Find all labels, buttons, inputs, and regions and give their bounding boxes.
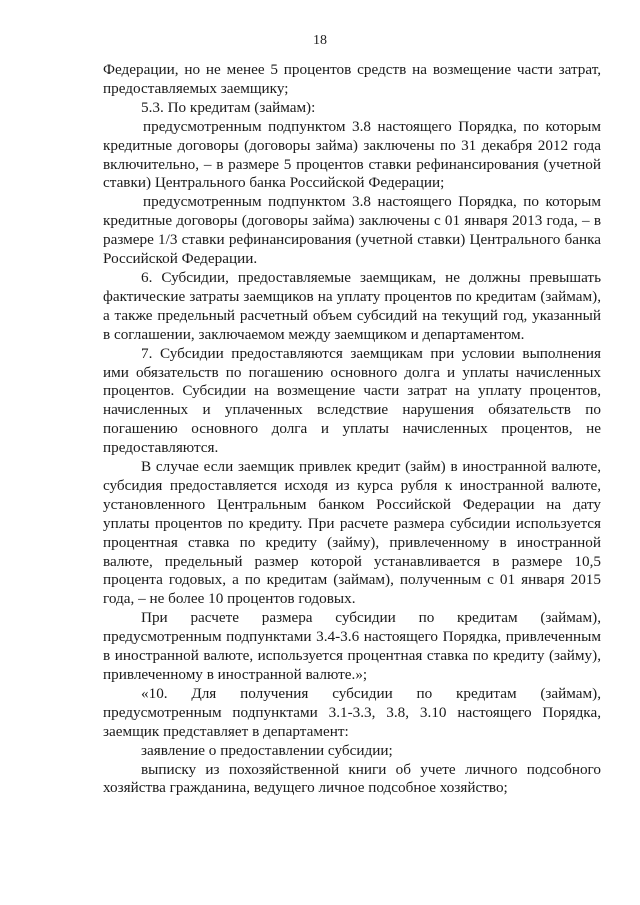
paragraph-continuation: Федерации, но не менее 5 процентов средств на возмещение части затрат, предоставляемых заемщику; [103,61,601,97]
paragraph-6: 6. Субсидии, предоставляемые заемщикам, не должны превышать фактические затраты заемщиков на уплату процентов по кредитам (займам), а также предельный расчетный объем субсидий на текущий год, указанный в соглашении, заключаемом между заемщиком и департаментом. [103,268,601,343]
list-item-application: заявление о предоставлении субсидии; [141,741,393,759]
paragraph-5-3-item-1: предусмотренным подпунктом 3.8 настоящего Порядка, по которым кредитные договоры (договоры займа) заключены по 31 декабря 2012 года включительно, – в размере 5 процентов ставки рефинансирования (учетной ставки) Центрального банка Российской Федерации; [103,117,601,192]
list-item-extract: выписку из похозяйственной книги об учете личного подсобного хозяйства гражданина, ведущего личное подсобное хозяйство; [103,760,601,797]
paragraph-subsidy-calculation: При расчете размера субсидии по кредитам (займам), предусмотренным подпунктами 3.4-3.6 настоящего Порядка, привлеченным в иностранной валюте, используется процентная ставка по кредиту (займу), привлеченному в иностранной валюте.»; [103,609,601,683]
paragraph-5-3-item-2: предусмотренным подпунктом 3.8 настоящего Порядка, по которым кредитные договоры (договоры займа) заключены с 01 января 2013 года, – в размере 1/3 ставки рефинансирования (учетной ставки) Центрального банка Российской Федерации. [103,193,601,268]
page-number: 18 [313,33,327,48]
paragraph-foreign-currency: В случае если заемщик привлек кредит (займ) в иностранной валюте, субсидия предоставляется исходя из курса рубля к иностранной валюте, установленного Центральным банком Российской Федерации на дату уплаты процентов по кредиту. При расчете размера субсидии используется процентная ставка по кредиту (займу), привлеченному в иностранной валюте, предельный размер которой устанавливается в размере 10,5 процента годовых, а по кредитам (займам), полученным с 01 января 2015 года, – не более 10 процентов годовых. [103,458,601,608]
document-body [103,61,601,798]
paragraph-5-3-heading: 5.3. По кредитам (займам): [141,98,316,116]
paragraph-10: «10. Для получения субсидии по кредитам (займам), предусмотренным подпунктами 3.1-3.3, 3.8, 3.10 настоящего Порядка, заемщик представляет в департамент: [103,684,601,740]
paragraph-7: 7. Субсидии предоставляются заемщикам при условии выполнения ими обязательств по погашению основного долга и уплаты начисленных процентов. Субсидии на возмещение части затрат на уплату процентов, начисленных и уплаченных вследствие нарушения обязательств по погашению основного долга и уплаты начисленных процентов, не предоставляются. [103,344,601,457]
